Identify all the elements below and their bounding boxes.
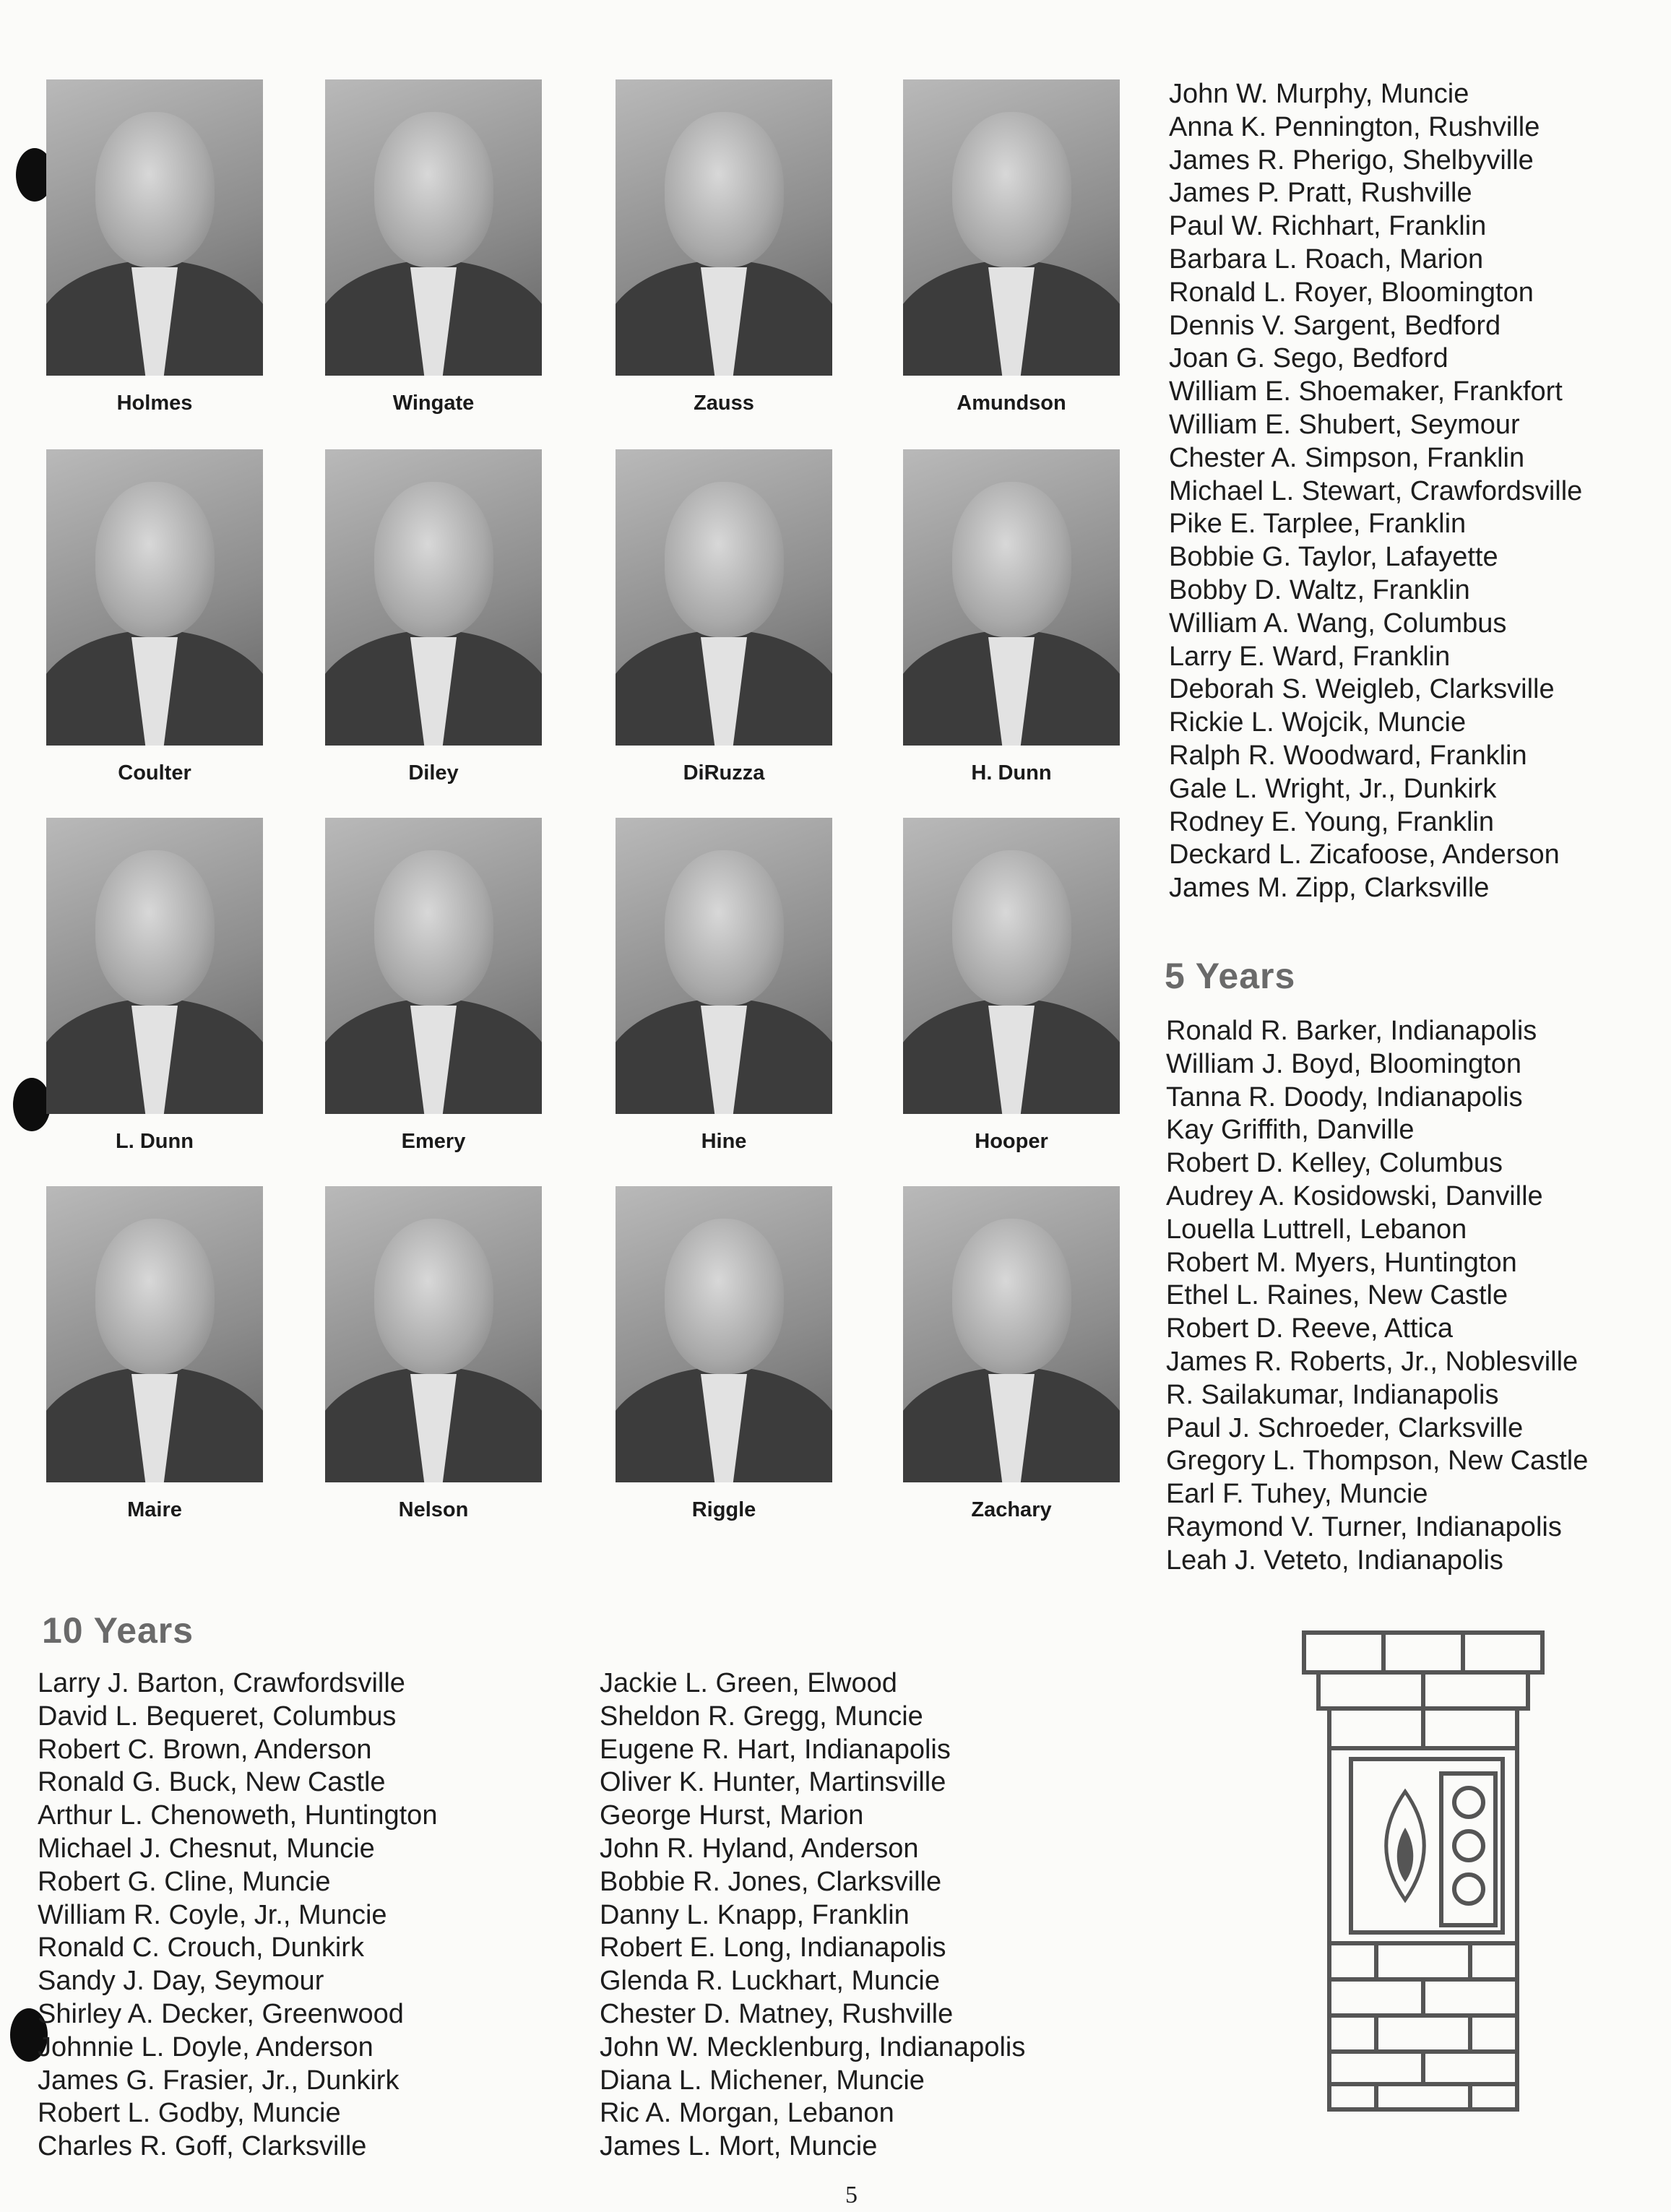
portrait-photo (616, 449, 832, 746)
list-item: Larry E. Ward, Franklin (1169, 641, 1451, 672)
list-item: William R. Coyle, Jr., Muncie (38, 1899, 387, 1930)
list-item: Ric A. Morgan, Lebanon (600, 2098, 894, 2129)
portrait-photo (903, 449, 1120, 746)
portrait-photo (616, 818, 832, 1114)
list-item: Chester A. Simpson, Franklin (1169, 442, 1525, 473)
list-item: Gale L. Wright, Jr., Dunkirk (1169, 773, 1497, 804)
list-item: Arthur L. Chenoweth, Huntington (38, 1800, 438, 1831)
gas-flame-chimney-logo (1297, 1625, 1550, 2117)
list-item: Ethel L. Raines, New Castle (1166, 1280, 1508, 1311)
list-item: Sheldon R. Gregg, Muncie (600, 1701, 923, 1732)
list-item: Diana L. Michener, Muncie (600, 2065, 925, 2096)
list-item: Paul J. Schroeder, Clarksville (1166, 1412, 1524, 1443)
list-item: Robert G. Cline, Muncie (38, 1866, 331, 1897)
page-number: 5 (845, 2182, 858, 2208)
list-item: William E. Shubert, Seymour (1169, 410, 1520, 440)
list-item: Chester D. Matney, Rushville (600, 1999, 954, 2029)
portrait-photo (903, 1186, 1120, 1482)
list-item: Rickie L. Wojcik, Muncie (1169, 707, 1467, 738)
binder-hole (13, 1078, 51, 1131)
list-item: Barbara L. Roach, Marion (1169, 244, 1484, 275)
list-item: Robert D. Reeve, Attica (1166, 1313, 1454, 1344)
portrait-photo (616, 79, 832, 376)
list-item: James G. Frasier, Jr., Dunkirk (38, 2065, 400, 2096)
portrait-photo (46, 449, 263, 746)
list-item: Ronald R. Barker, Indianapolis (1166, 1016, 1537, 1046)
list-item: William J. Boyd, Bloomington (1166, 1048, 1522, 1079)
portrait-caption: Amundson (957, 392, 1066, 415)
list-item: Eugene R. Hart, Indianapolis (600, 1734, 951, 1765)
list-item: Audrey A. Kosidowski, Danville (1166, 1181, 1543, 1211)
portrait-photo (325, 79, 542, 376)
list-item: Danny L. Knapp, Franklin (600, 1899, 910, 1930)
list-item: James L. Mort, Muncie (600, 2131, 878, 2162)
list-item: David L. Bequeret, Columbus (38, 1701, 397, 1732)
portrait-photo (903, 818, 1120, 1114)
portrait-photo (325, 1186, 542, 1482)
list-item: Sandy J. Day, Seymour (38, 1966, 324, 1997)
list-item: William A. Wang, Columbus (1169, 608, 1507, 639)
list-item: Oliver K. Hunter, Martinsville (600, 1767, 946, 1798)
portrait-photo (325, 818, 542, 1114)
portrait-caption: Hine (701, 1130, 747, 1153)
list-item: Paul W. Richhart, Franklin (1169, 211, 1487, 242)
portrait-caption: Diley (408, 761, 459, 785)
list-item: Johnnie L. Doyle, Anderson (38, 2031, 374, 2062)
list-item: Charles R. Goff, Clarksville (38, 2131, 367, 2162)
list-item: John R. Hyland, Anderson (600, 1833, 919, 1864)
list-item: Dennis V. Sargent, Bedford (1169, 310, 1501, 341)
list-item: Robert M. Myers, Huntington (1166, 1247, 1517, 1278)
portrait-caption: H. Dunn (971, 761, 1052, 785)
portrait-caption: Nelson (398, 1498, 469, 1521)
list-item: Bobbie G. Taylor, Lafayette (1169, 542, 1498, 573)
list-item: Bobby D. Waltz, Franklin (1169, 575, 1470, 605)
list-item: Bobbie R. Jones, Clarksville (600, 1866, 942, 1897)
portrait-photo (903, 79, 1120, 376)
list-item: Jackie L. Green, Elwood (600, 1668, 897, 1698)
five-years-heading: 5 Years (1165, 956, 1296, 996)
list-item: Earl F. Tuhey, Muncie (1166, 1479, 1428, 1510)
list-item: Robert E. Long, Indianapolis (600, 1932, 946, 1963)
list-item: Ronald G. Buck, New Castle (38, 1767, 386, 1798)
list-item: Michael J. Chesnut, Muncie (38, 1833, 375, 1864)
portrait-caption: L. Dunn (116, 1130, 194, 1153)
list-item: Ralph R. Woodward, Franklin (1169, 740, 1527, 771)
portrait-caption: Wingate (392, 392, 475, 415)
list-item: John W. Murphy, Muncie (1169, 79, 1469, 109)
list-item: Anna K. Pennington, Rushville (1169, 111, 1540, 142)
portrait-photo (616, 1186, 832, 1482)
list-item: George Hurst, Marion (600, 1800, 864, 1831)
list-item: Leah J. Veteto, Indianapolis (1166, 1544, 1503, 1576)
list-item: James R. Pherigo, Shelbyville (1169, 144, 1534, 176)
portrait-caption: DiRuzza (683, 761, 765, 785)
list-item: Pike E. Tarplee, Franklin (1169, 509, 1467, 540)
ten-years-heading: 10 Years (42, 1610, 194, 1651)
portrait-photo (46, 818, 263, 1114)
list-item: Deborah S. Weigleb, Clarksville (1169, 674, 1555, 705)
portrait-caption: Emery (401, 1130, 466, 1153)
list-item: John W. Mecklenburg, Indianapolis (600, 2031, 1026, 2062)
portrait-caption: Holmes (116, 392, 193, 415)
list-item: Ronald C. Crouch, Dunkirk (38, 1932, 364, 1963)
list-item: Shirley A. Decker, Greenwood (38, 1999, 404, 2029)
list-item: Rodney E. Young, Franklin (1169, 806, 1494, 837)
list-item: James R. Roberts, Jr., Noblesville (1166, 1347, 1579, 1377)
portrait-photo (46, 79, 263, 376)
list-item: James P. Pratt, Rushville (1169, 178, 1472, 209)
portrait-caption: Riggle (691, 1498, 756, 1521)
list-item: Robert C. Brown, Anderson (38, 1734, 372, 1765)
list-item: Glenda R. Luckhart, Muncie (600, 1966, 941, 1997)
list-item: Gregory L. Thompson, New Castle (1166, 1446, 1589, 1477)
list-item: Louella Luttrell, Lebanon (1166, 1214, 1467, 1245)
portrait-caption: Maire (127, 1498, 182, 1521)
portrait-photo (46, 1186, 263, 1482)
list-item: William E. Shoemaker, Frankfort (1169, 376, 1563, 407)
portrait-caption: Zauss (694, 392, 754, 415)
portrait-photo (325, 449, 542, 746)
list-item: Joan G. Sego, Bedford (1169, 343, 1448, 374)
portrait-caption: Coulter (118, 761, 191, 785)
portrait-caption: Hooper (975, 1130, 1048, 1153)
list-item: Larry J. Barton, Crawfordsville (38, 1668, 405, 1698)
list-item: Tanna R. Doody, Indianapolis (1166, 1081, 1523, 1113)
list-item: James M. Zipp, Clarksville (1169, 873, 1490, 904)
list-item: Kay Griffith, Danville (1166, 1115, 1415, 1146)
list-item: Raymond V. Turner, Indianapolis (1166, 1512, 1562, 1542)
portrait-caption: Zachary (971, 1498, 1052, 1521)
list-item: R. Sailakumar, Indianapolis (1166, 1379, 1499, 1410)
list-item: Deckard L. Zicafoose, Anderson (1169, 839, 1560, 870)
list-item: Robert L. Godby, Muncie (38, 2098, 341, 2129)
list-item: Robert D. Kelley, Columbus (1166, 1148, 1503, 1179)
list-item: Ronald L. Royer, Bloomington (1169, 277, 1534, 308)
list-item: Michael L. Stewart, Crawfordsville (1169, 475, 1583, 506)
